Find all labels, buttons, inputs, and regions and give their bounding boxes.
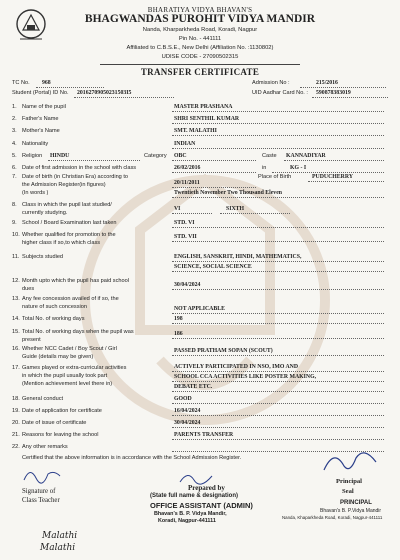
udise-card-value: 590878383019 bbox=[316, 90, 351, 96]
admission-no-value: 215/2016 bbox=[316, 80, 338, 86]
row-label: Total No. of working days bbox=[22, 316, 85, 322]
row-number: 4. bbox=[12, 141, 17, 147]
row-line bbox=[172, 338, 384, 339]
row-line bbox=[172, 227, 384, 228]
row-line bbox=[172, 427, 384, 428]
row-line bbox=[272, 172, 384, 173]
row-line bbox=[172, 148, 384, 149]
principal-stamp-line3: Nanda, Khaparkheda Road, Koradi, Nagpur-441111 bbox=[282, 515, 383, 520]
mother-name: SMT. MALATHI bbox=[174, 128, 217, 134]
row-label-2: in which the pupil usually took part bbox=[22, 373, 108, 379]
days-present: 186 bbox=[174, 331, 183, 337]
fee-concession: NOT APPLICABLE bbox=[174, 306, 225, 312]
row-label: Name of the pupil bbox=[22, 104, 66, 110]
row-label: Date of application for certificate bbox=[22, 408, 102, 414]
row-line bbox=[172, 381, 384, 382]
caste: KANNADIYAR bbox=[286, 153, 326, 159]
row-line bbox=[172, 160, 256, 161]
row-label: Date of first admission in the school with class bbox=[22, 165, 137, 171]
office-stamp-line2: Bhavan's B. P. Vidya Mandir, bbox=[154, 511, 227, 517]
row-label: Any fee concession availed of if so, the bbox=[22, 296, 119, 302]
application-date: 16/04/2024 bbox=[174, 408, 201, 414]
row-number: 8. bbox=[12, 202, 17, 208]
row-line bbox=[172, 261, 384, 262]
row-number: 20. bbox=[12, 420, 20, 426]
class-teacher-label: Signature of bbox=[22, 488, 56, 495]
tc-no-label: TC No. bbox=[12, 80, 30, 86]
row-label: Subjects studied bbox=[22, 254, 64, 260]
row-number: 3. bbox=[12, 128, 17, 134]
row-number: 17. bbox=[12, 365, 20, 371]
row-label: Whether NCC Cadet / Boy Scout / Girl bbox=[22, 346, 117, 352]
student-pen-label: Student (Portal) ID No. bbox=[12, 90, 69, 96]
row-label-2: present bbox=[22, 337, 41, 343]
last-exam: STD. VI bbox=[174, 220, 195, 226]
row-label-2: higher class if so,to which class bbox=[22, 240, 101, 246]
place-of-birth: PUDUCHERRY bbox=[312, 174, 354, 180]
handwritten-note-1: Malathi bbox=[42, 531, 78, 541]
in-label: in bbox=[262, 165, 267, 171]
school-pin: Pin No. - 441111 bbox=[178, 36, 222, 42]
student-pen-line bbox=[74, 97, 174, 98]
class-teacher-label-2: Class Teacher bbox=[22, 497, 60, 504]
row-label: Date of issue of certificate bbox=[22, 420, 87, 426]
row-line bbox=[308, 181, 384, 182]
row-label-2: dues bbox=[22, 286, 35, 292]
row-label: Month upto which the pupil has paid school bbox=[22, 278, 129, 284]
student-pen-value: 20162709050231503I5 bbox=[77, 90, 132, 96]
row-label: Reasons for leaving the school bbox=[22, 432, 99, 438]
row-label-2: currently studying. bbox=[22, 210, 68, 216]
ncc-scout: PASSED PRATHAM SOPAN (SCOUT) bbox=[174, 348, 273, 354]
office-stamp-line3: Koradi, Nagpur-441111 bbox=[158, 518, 216, 524]
row-label-3: (Mention achievement level there in) bbox=[22, 381, 113, 387]
row-line bbox=[172, 187, 256, 188]
affiliation: Affiliated to C.B.S.E., New Delhi (Affiliation No. :1130802) bbox=[126, 45, 274, 51]
leaving-reason: PARENTS TRANSFER bbox=[174, 432, 234, 438]
row-number: 15. bbox=[12, 329, 20, 335]
row-label-2: nature of such concession bbox=[22, 304, 87, 310]
row-label: School / Board Examination last taken bbox=[22, 220, 117, 226]
row-number: 7. bbox=[12, 174, 17, 180]
admission-no-line bbox=[300, 87, 386, 88]
principal-stamp-title: PRINCIPAL bbox=[340, 500, 372, 506]
working-days: 198 bbox=[174, 316, 183, 322]
first-admission-date: 26/02/2016 bbox=[174, 165, 201, 171]
row-line bbox=[284, 160, 384, 161]
row-line bbox=[172, 111, 384, 112]
row-line bbox=[172, 241, 384, 242]
activities-3: DEBATE ETC. bbox=[174, 384, 213, 390]
school-name: BHAGWANDAS PUROHIT VIDYA MANDIR bbox=[84, 13, 316, 25]
handwritten-note-2: Malathi bbox=[40, 543, 76, 553]
row-label: Total No. of working days when the pupil was bbox=[22, 329, 134, 335]
header-divider bbox=[100, 64, 300, 65]
issue-date: 30/04/2024 bbox=[174, 420, 201, 426]
principal-stamp-line2: Bhavan's B. P.Vidya Mandir bbox=[320, 508, 382, 514]
row-line bbox=[172, 123, 384, 124]
row-line bbox=[48, 160, 140, 161]
row-number: 18. bbox=[12, 396, 20, 402]
row-number: 12. bbox=[12, 278, 20, 284]
certificate-title: TRANSFER CERTIFICATE bbox=[140, 67, 260, 77]
row-number: 6. bbox=[12, 165, 17, 171]
category: OBC bbox=[174, 153, 187, 159]
admission-class: KG - I bbox=[290, 165, 307, 171]
row-label: Mother's Name bbox=[22, 128, 60, 134]
school-address: Nanda, Kharparkheda Road, Koradi, Nagpur bbox=[142, 27, 258, 33]
row-number: 22. bbox=[12, 444, 20, 450]
seal-label: Seal bbox=[342, 488, 354, 495]
row-line bbox=[172, 135, 384, 136]
pob-label: Place of Birth bbox=[258, 174, 292, 180]
subjects-2: SCIENCE, SOCIAL SCIENCE bbox=[174, 264, 252, 270]
last-class: VI bbox=[174, 206, 181, 212]
promotion-class: STD. VII bbox=[174, 234, 197, 240]
row-line bbox=[172, 371, 384, 372]
row-line bbox=[172, 415, 384, 416]
prepared-by-label: Prepared by bbox=[188, 484, 225, 492]
row-number: 19. bbox=[12, 408, 20, 414]
category-label: Category bbox=[144, 153, 167, 159]
row-line bbox=[172, 313, 384, 314]
udise-card-label: UID Aadhar Card No. : bbox=[252, 90, 308, 96]
general-conduct: GOOD bbox=[174, 396, 192, 402]
religion: HINDU bbox=[50, 153, 70, 159]
class-teacher-signature-icon bbox=[22, 464, 62, 486]
row-number: 9. bbox=[12, 220, 17, 226]
dues-paid-upto: 30/04/2024 bbox=[174, 282, 201, 288]
row-line bbox=[172, 172, 256, 173]
row-label: General conduct bbox=[22, 396, 64, 402]
row-number: 11. bbox=[12, 254, 20, 260]
row-number: 21. bbox=[12, 432, 20, 438]
row-number: 14. bbox=[12, 316, 20, 322]
row-line bbox=[172, 323, 384, 324]
row-line bbox=[172, 213, 212, 214]
admission-no-label: Admission No : bbox=[252, 80, 290, 86]
office-stamp-title: OFFICE ASSISTANT (ADMIN) bbox=[150, 501, 253, 510]
caste-label: Caste bbox=[262, 153, 277, 159]
row-label: Any other remarks bbox=[22, 444, 68, 450]
row-number: 13. bbox=[12, 296, 20, 302]
tc-no-value: 968 bbox=[42, 80, 51, 86]
last-class-words: SIXTH bbox=[226, 206, 245, 212]
nationality: INDIAN bbox=[174, 141, 196, 147]
row-line bbox=[172, 271, 384, 272]
prepared-by-sub: (State full name & designation) bbox=[150, 493, 239, 499]
udise-code: UDISE CODE - 27090502315 bbox=[161, 54, 239, 60]
row-number: 2. bbox=[12, 116, 17, 122]
father-name: SHRI SENTHIL KUMAR bbox=[174, 116, 240, 122]
row-line bbox=[172, 439, 384, 440]
row-number: 16. bbox=[12, 346, 20, 352]
row-label-3: (In words ) bbox=[22, 190, 49, 196]
row-label: Religion bbox=[22, 153, 43, 159]
row-label-2: Guide (details may be given) bbox=[22, 354, 94, 360]
row-number: 5. bbox=[12, 153, 17, 159]
row-label: Games played or extra-curricular activities bbox=[22, 365, 127, 371]
subjects: ENGLISH, SANSKRIT, HINDI, MATHEMATICS, bbox=[174, 254, 302, 260]
row-line bbox=[220, 213, 290, 214]
principal-signature-icon bbox=[320, 444, 380, 478]
tc-no-line bbox=[36, 87, 104, 88]
row-line bbox=[172, 289, 384, 290]
activities-2: SCHOOL CCA ACTIVITIES LIKE POSTER MAKING, bbox=[174, 374, 317, 380]
row-label: Date of birth (in Christian Era) according to bbox=[22, 174, 129, 180]
row-label: Nationality bbox=[22, 141, 49, 147]
row-label: Class in which the pupil last studied/ bbox=[22, 202, 112, 208]
row-label-2: the Admission Register(in figures) bbox=[22, 182, 106, 188]
udise-card-line bbox=[312, 97, 388, 98]
certified-text: Certified that the above information is in accordance with the School Admission Register. bbox=[22, 455, 242, 461]
dob-figures: 20/11/2011 bbox=[174, 180, 200, 186]
pupil-name: MASTER PRASHANA bbox=[174, 104, 233, 110]
row-line bbox=[172, 355, 384, 356]
row-number: 10. bbox=[12, 232, 20, 238]
dob-words: Twentieth November Two Thousand Eleven bbox=[174, 190, 283, 196]
header-line1: BHARATIYA VIDYA BHAVAN'S bbox=[147, 6, 253, 14]
row-label: Father's Name bbox=[22, 116, 59, 122]
row-line bbox=[172, 197, 384, 198]
row-line bbox=[172, 391, 384, 392]
row-line bbox=[172, 403, 384, 404]
row-number: 1. bbox=[12, 104, 17, 110]
row-label: Whether qualified for promotion to the bbox=[22, 232, 116, 238]
principal-label: Principal bbox=[336, 478, 363, 485]
activities: ACTIVELY PARTICIPATED IN NSO, IMO AND bbox=[174, 364, 299, 370]
